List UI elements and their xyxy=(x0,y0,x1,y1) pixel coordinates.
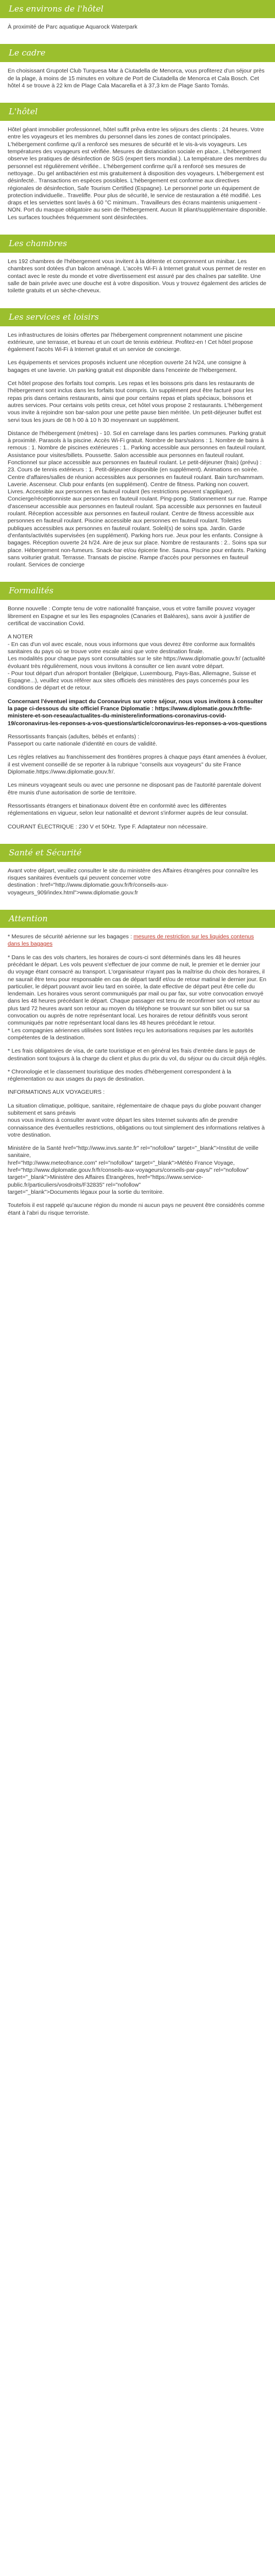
paragraph: À proximité de Parc aquatique Aquarock Waterpark xyxy=(8,24,138,30)
section-body-cadre xyxy=(0,62,275,95)
paragraph: * Dans le cas des vols charters, les horaires de cours-ci sont déterminés dans les 48 heures précédant le départ. Les vols peuvent s'effectuer de jour comme de nuit, le premier et le dernier jour du voyage étant consacré au transport. L'organisateur n'ayant pas la maîtrise du choix des horaires, il ne saurait être tenu pour responsable en cas de départ tardif et/ou de retour matinal le dernier jour. En particulier, le départ pouvant avoir lieu tard en soirée, la date effective de départ peut être celle du lendemain. Les horaires vous seront communiqués par mail ou par fax, sur votre convocation envoyé dans les 48 heures précédant le départ. Chaque passager est tenu de reconfirmer son vol retour au plus tard 72 heures avant son retour au moyen du téléphone se trouvant sur son billet ou sur sa convocation ou auprès de notre représentant local. Les horaires de retour définitifs vous seront communiqués par notre représentant local dans les 48 heures précédant le retour. * Les compagnies aériennes utilisées sont listées reçu les autorisations requises par les autorités compétentes de la destination. xyxy=(8,954,267,1041)
section-body-chambres xyxy=(0,253,275,300)
paragraph: Bonne nouvelle : Compte tenu de votre nationalité française, vous et votre famille pouvez voyager librement en Espagne et sur les îles espagnoles (Canaries et Baléares), sans avoir à justifier de certificat de vaccination Covid. xyxy=(8,606,255,627)
section-body-formalites xyxy=(0,600,275,836)
lead-text: * Mesures de sécurité aérienne sur les bagages : xyxy=(8,934,134,941)
liquids-restriction-link[interactable]: mesures de restriction sur les liquides contenus dans les bagages xyxy=(8,934,254,948)
paragraph: Hôtel géant immobilier professionnel, hôtel suffit prêva entre les séjours des clients : 24 heures. Votre entre les voyageurs et les membres du personnel dans les zones de contact principales. L'hébergement confirme qu'il a renforcé ses mesures de sécurité et le vis-à-vis voyageurs. Les températures des voyageurs est vérifiée. Mesures de distanciation sociale en place.. L'hébergement observe les pratiques de désinfection de SGS (expert tiers mondial.). La température des membres du personnel est régulièrement vérifiée.. L'hébergement confirme qu'il a renforcé ses mesures de nettoyage.. Du gel antibactérien est mis gratuitement à disposition des voyageurs. L'hébergement est désinfecté.. Transactions en espèces possibles. L'hébergement est conforme aux directives régionales de désinfection, Safe Tourism Certified (Espagne). Le personnel porte un équipement de protection individuelle.. Traveliffe. Pour plus de sécurité, le service de restauration a été modifié. Les draps et les serviettes sont lavés à 60 °C minimum.. Travailleurs des écrans maintenis uniquement - NON. Port du masque obligatoire au sein de l'hébergement. Aucun lit pliant/supplémentaire disponible. Les surfaces touchées fréquemment sont désinfectées. xyxy=(8,127,267,221)
paragraph: Les règles relatives au franchissement des frontières propres à chaque pays étant amenées à évoluer, il est vivement conseillé de se reporter à la rubrique "conseils aux voyageurs" du site France Diplomatie.https://www.diplomatie.gouv.fr/. xyxy=(8,754,267,776)
section-header-formalites: Formalités xyxy=(0,582,275,600)
paragraph: INFORMATIONS AUX VOYAGEURS : xyxy=(8,1089,105,1096)
paragraph: Cet hôtel propose des forfaits tout compris. Les repas et les boissons pris dans les restaurants de l'hébergement sont inclus dans les forfaits tout compris. Un supplément peut être facturé pour les repas pris dans certains restaurants, ainsi que pour certains repas et plats spéciaux, boissons et autres services. Pour certains vols petits creux, cet hôtel vous propose 2 restaurants. L'hébergement vous invite à rejoindre son bar-salon pour une petite pause bien méritée. Un petit-déjeuner buffet est servi tous les jours de 08 h 00 à 10 h 30 moyennant un supplément. xyxy=(8,381,262,424)
hotel-details-page xyxy=(0,0,275,1222)
section-body-environs xyxy=(0,18,275,36)
section-header-cadre: Le cadre xyxy=(0,44,275,62)
paragraph: Les 192 chambres de l'hébergement vous invitent à la détente et comprennent un minibar. Les chambres sont dotées d'un balcon aménagé. L'accès Wi-Fi à Internet gratuit vous permet de rester en contact avec le reste du monde et votre divertissement est assuré par des chaînes par satellite. Une salle de bain privée avec une douche est à votre disposition. Vous y trouvez également des articles de toilette gratuits et un sèche-cheveux. xyxy=(8,259,267,294)
paragraph: La situation climatique, politique, sanitaire, réglementaire de chaque pays du globe pouvant changer subitement et sans préavis nous vous invitons à consulter avant votre départ les sites Internet suivants afin de prendre connaissance des éventuelles restrictions, obligations ou tout simplement des informations relatives à votre destination. xyxy=(8,1103,265,1138)
section-header-sante: Santé et Sécurité xyxy=(0,844,275,862)
bold-paragraph: Concernant l'éventuel impact du Coronavirus sur votre séjour, nous vous invitons à consulter la page ci-dessous du site officiel France Diplomatie : https://www.diplomatie.gouv.fr/fr/le-ministere-et-son-reseau/actualites-du-ministere/informations-coronavirus-covid-19/coronavirus-les-reponses-a-vos-questions/article/coronavirus-les-reponses-a-vos-questions xyxy=(8,698,267,727)
section-body-hotel xyxy=(0,121,275,227)
section-body-services xyxy=(0,326,275,575)
paragraph: COURANT ÉLECTRIQUE : 230 V et 50Hz. Type F. Adaptateur non nécessaire. xyxy=(8,824,208,830)
section-header-services: Les services et loisirs xyxy=(0,308,275,326)
paragraph: Ressortissants étrangers et binationaux doivent être en conformité avec les différentes réglementations en vigueur, selon leur nationalité et devront s'informer auprès de leur consulat. xyxy=(8,803,248,817)
paragraph: Les infrastructures de loisirs offertes par l'hébergement comprennent notamment une piscine extérieure, une terrasse, et bureau et un court de tennis extérieur. Profitez-en ! Cet hôtel propose également l'accès Wi-Fi à Internet gratuit et un service de concierge. xyxy=(8,332,253,353)
paragraph: Ministère de la Santé href="http://www.invs.sante.fr" rel="nofollow" target="_blank">Institut de veille sanitaire, href="http://www.meteofrance.com" rel="nofollow" target="_blank">Météo France Voyage, href="http://www.diplomatie.gouv.fr/fr/conseils-aux-voyageurs/conseils-par-pays/" rel="nofollow" target="_blank">Ministère des Affaires Étrangères, href="https://www.service-public.fr/particuliers/vosdroits/F32835" rel="nofollow" target="_blank">Documents légaux pour la sortie du territoire. xyxy=(8,1145,258,1195)
section-header-chambres: Les chambres xyxy=(0,235,275,253)
paragraph: Toutefois il est rappelé qu'aucune région du monde ni aucun pays ne peuvent être considérés comme étant à l'abri du risque terroriste. xyxy=(8,1203,265,1216)
paragraph: Les mineurs voyageant seuls ou avec une personne ne disposant pas de l'autorité parentale doivent être munis d'une autorisation de sortie de territoire. xyxy=(8,782,261,796)
paragraph: Avant votre départ, veuillez consulter le site du ministère des Affaires étrangères pour connaître les risques sanitaires éventuels qui peuvent concerner votre destination : href="http://www.diplomatie.gouv.fr/fr/conseils-aux-voyageurs_909/index.html">www.diplomatie.gouv.fr xyxy=(8,867,258,896)
section-header-environs: Les environs de l'hôtel xyxy=(0,0,275,18)
paragraph: Distance de l'hébergement (mètres) - 10. Sol en carrelage dans les parties communes. Parking gratuit à proximité. Parasols à la piscine. Accès Wi-Fi gratuit. Nombre de bars/salons : 1. Nombre de bains à remous : 1. Nombre de piscines extérieures : 1.. Parking accessible aux personnes en fauteuil roulant. Assistance pour visites/billets. Poussette. Salon accessible aux personnes en fauteuil roulant. Fonctionnel sur place accessible aux personnes en fauteuil roulant. Le petit-déjeuner (frais) (prévu) : 23. Cours de tennis extérieurs : 1. Petit-déjeuner disponible (en supplément). Animations en soirée. Centre d'affaires/salles de réunion accessibles aux personnes en fauteuil roulant. Bain turc/hammam. Laverie. Ascenseur. Club pour enfants (en supplément). Centre de fitness. Parking non couvert. Livres. Accessible aux personnes en fauteuil roulant (les restrictions peuvent s'appliquer). Concierge/réceptionniste aux personnes en fauteuil roulant. Ping-pong. Stationnement sur rue. Rampe d'ascenseur accessible aux personnes en fauteuil roulant. Spa accessible aux personnes en fauteuil roulant. Réception accessible aux personnes en fauteuil roulant. Centre de fitness accessible aux personnes en fauteuil roulant. Piscine accessible aux personnes en fauteuil roulant. Toilettes publiques accessibles aux personnes en fauteuil roulant. Soleil(s) de soins spa. Jardin. Garde d'enfants/activités supervisées (en supplément). Parking hors rue. Jeux pour les enfants. Consigne à bagages. Réception ouverte 24 h/24. Aire de jeux sur place. Nombre de restaurants : 2.. Soins spa sur place. Hébergement non-fumeurs. Snack-bar et/ou épicerie fine. Sauna. Piscine pour enfants. Parking sans voiturier gratuit. Terrasse. Transats de piscine. Rampe d'accès pour personnes en fauteuil roulant. Services de concierge xyxy=(8,430,267,569)
section-body-attention xyxy=(0,928,275,1222)
paragraph: * Les frais obligatoires de visa, de carte touristique et en général les frais d'entrée dans le pays de destination sont toujours à la charge du client et plus du prix du vol, du séjour ou du circuit déjà réglés. xyxy=(8,1048,267,1062)
paragraph: Ressortissants français (adultes, bébés et enfants) : Passeport ou carte nationale d'identité en cours de validité. xyxy=(8,733,157,748)
section-body-sante xyxy=(0,862,275,902)
section-header-hotel: L'hôtel xyxy=(0,103,275,121)
section-header-attention: Attention xyxy=(0,910,275,928)
paragraph-lead xyxy=(8,933,267,948)
paragraph: A NOTER - En cas d'un vol avec escale, nous vous informons que vous devrez être conforme aux formalités sanitaires du pays où se trouve votre escale ainsi que votre destination finale. Les modalités pour chaque pays sont consultables sur le site https://www.diplomatie.gouv.fr/ (actualité évoluant très régulièrement, nous vous invitons à consulter ce lien avant votre départ. - Pour tout départ d'un aéroport frontalier (Belgique, Luxembourg, Pays-Bas, Allemagne, Suisse et Espagne...), veuillez vous référer aux sites officiels des ministères des pays concernés pour les conditions de départ et de retour. xyxy=(8,634,266,692)
paragraph: * Chronologie et le classement touristique des modes d'hébergement correspondent à la réglementation ou aux usages du pays de destination. xyxy=(8,1069,232,1083)
paragraph: Les équipements et services proposés incluent une réception ouverte 24 h/24, une consigne à bagages et une laverie. Un parking gratuit est disponible dans l'enceinte de l'hébergement. xyxy=(8,360,246,374)
paragraph: En choisissant Grupotel Club Turquesa Mar à Ciutadella de Menorca, vous profiterez d'un séjour près de la plage, à moins de 15 minutes en voiture de Port de Ciutadella de Menorca et Cala Bosch. Cet hôtel 4 se trouve à 22 km de Plage Cala Macarella et à 37,3 km de Plage Santo Tomás. xyxy=(8,68,265,89)
